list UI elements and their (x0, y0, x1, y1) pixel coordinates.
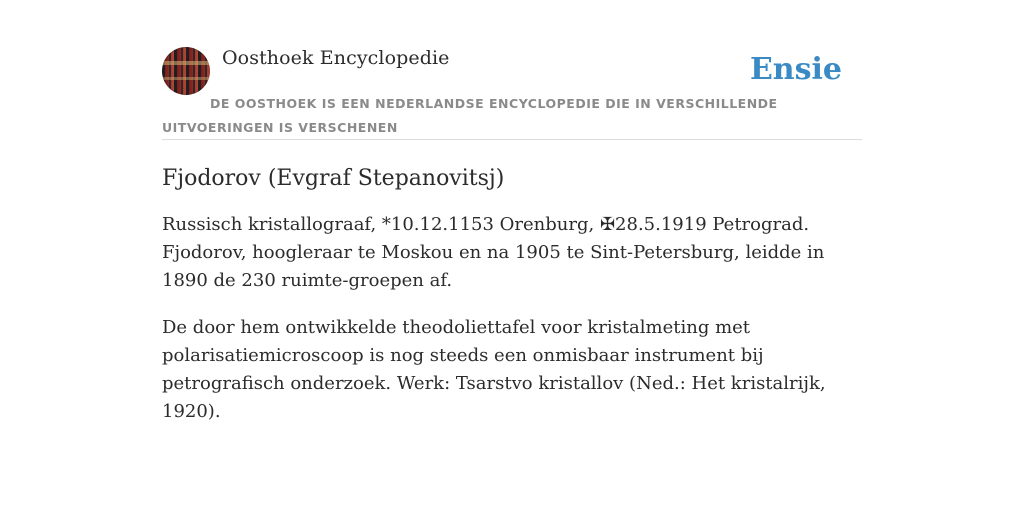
article-paragraph: Russisch kristallograaf, *10.12.1153 Orenburg, ✠28.5.1919 Petrograd. Fjodorov, hoogleraar te Moskou en na 1905 te Sint-Petersburg, leidde in 1890 de 230 ruimte-groepen af. (162, 214, 825, 291)
article-paragraph: De door hem ontwikkelde theodoliettafel voor kristalmeting met polarisatiemicroscoop is nog steeds een onmisbaar instrument bij petrografisch onderzoek. Werk: Tsarstvo kristallov (Ned.: Het kristalrijk, 1920). (162, 317, 826, 422)
source-avatar[interactable] (162, 47, 210, 95)
brand-logo-link[interactable]: Ensie (749, 52, 842, 87)
page-container (162, 44, 862, 426)
source-title-link[interactable]: Oosthoek Encyclopedie (222, 47, 450, 69)
source-header (162, 44, 862, 140)
source-tagline: DE OOSTHOEK IS EEN NEDERLANDSE ENCYCLOPEDIE DIE IN VERSCHILLENDE UITVOERINGEN IS VERSCHENEN (162, 96, 778, 135)
article-title: Fjodorov (Evgraf Stepanovitsj) (162, 166, 505, 191)
